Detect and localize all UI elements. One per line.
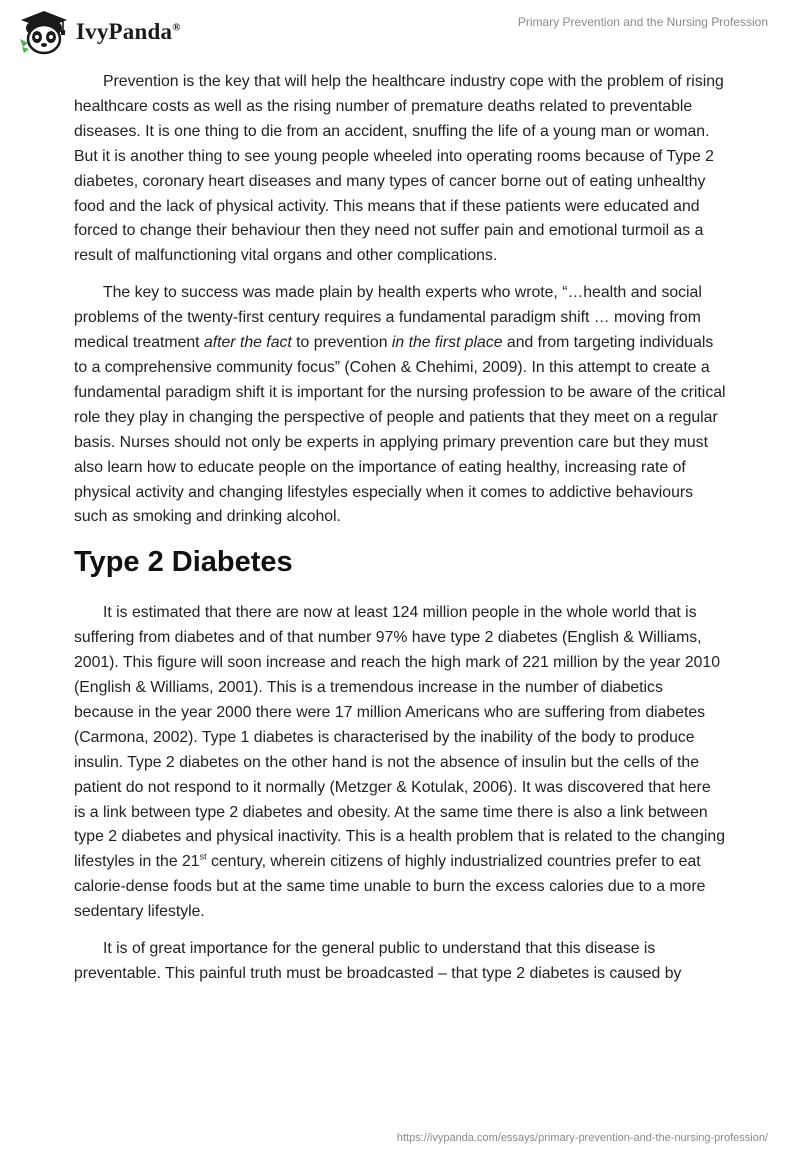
section-heading-type-2-diabetes: Type 2 Diabetes — [74, 546, 293, 579]
page-header — [0, 0, 800, 60]
paragraph-preventable: It is of great importance for the general public to understand that this disease is preventable. This painful truth must be broadcasted – that type 2 diabetes is caused by — [74, 940, 682, 982]
superscript-st: st — [199, 852, 207, 863]
brand-name: IvyPanda® — [76, 19, 181, 44]
paragraph-prevention-intro: Prevention is the key that will help the healthcare industry cope with the problem of rising healthcare costs as well as the rising number of premature deaths related to preventable diseases. It is one thing to die from an accident, snuffing the life of a young man or woman. But it is another thing to see young people wheeled into operating rooms because of Type 2 diabetes, coronary heart diseases and many types of cancer borne out of eating unhealthy food and the lack of physical activity. This means that if these patients were educated and forced to change their behaviour then they need not suffer pain and emotional turmoil as a result of malfunctioning vital organs and other complications. — [74, 73, 724, 265]
emphasis-in-the-first-place: in the first place — [391, 334, 503, 352]
essay-body — [74, 70, 726, 999]
registered-mark: ® — [172, 21, 181, 34]
emphasis-after-the-fact: after the fact — [203, 334, 292, 352]
paragraph-diabetes-statistics: It is estimated that there are now at least 124 million people in the whole world that is suffering from diabetes and of that number 97% have type 2 diabetes (English & Williams, 2001). This figure will soon increase and reach the high mark of 221 million by the year 2010 (English & Williams, 2001). This is a tremendous increase in the number of diabetics because in the year 2000 there were 17 million Americans who are suffering from diabetes (Carmona, 2002). Type 1 diabetes is characterised by the inability of the body to produce insulin. Type 2 diabetes on the other hand is not the absence of insulin but the cells of the patient do not respond to it normally (Metzger & Kotulak, 2006). It was discovered that here is a link between type 2 diabetes and obesity. At the same time there is also a link between type 2 diabetes and physical inactivity. This is a health problem that is related to the changing lifestyles in the 21st century, wherein citizens of highly industrialized countries prefer to eat calorie-dense foods but at the same time unable to burn the excess calories due to a more sedentary lifestyle. — [74, 604, 725, 921]
document-title: Primary Prevention and the Nursing Profession — [517, 15, 768, 29]
paragraph-paradigm-shift: The key to success was made plain by health experts who wrote, “…health and social problems of the twenty-first century requires a fundamental paradigm shift … moving from medical treatment after the fact to prevention in the first place and from targeting individuals to a comprehensive community focus” (Cohen & Chehimi, 2009). In this attempt to create a fundamental paradigm shift it is important for the nursing profession to be aware of the critical role they play in changing the perspective of people and patients that they meet on a regular basis. Nurses should not only be experts in applying primary prevention care but they must also learn how to educate people on the importance of eating healthy, increasing rate of physical activity and changing lifestyles especially when it comes to addictive behaviours such as smoking and drinking alcohol. — [74, 284, 726, 526]
source-url[interactable]: https://ivypanda.com/essays/primary-prevention-and-the-nursing-profession/ — [396, 1132, 768, 1144]
ivypanda-logo[interactable] — [18, 9, 181, 55]
panda-graduation-cap-icon — [18, 9, 70, 55]
